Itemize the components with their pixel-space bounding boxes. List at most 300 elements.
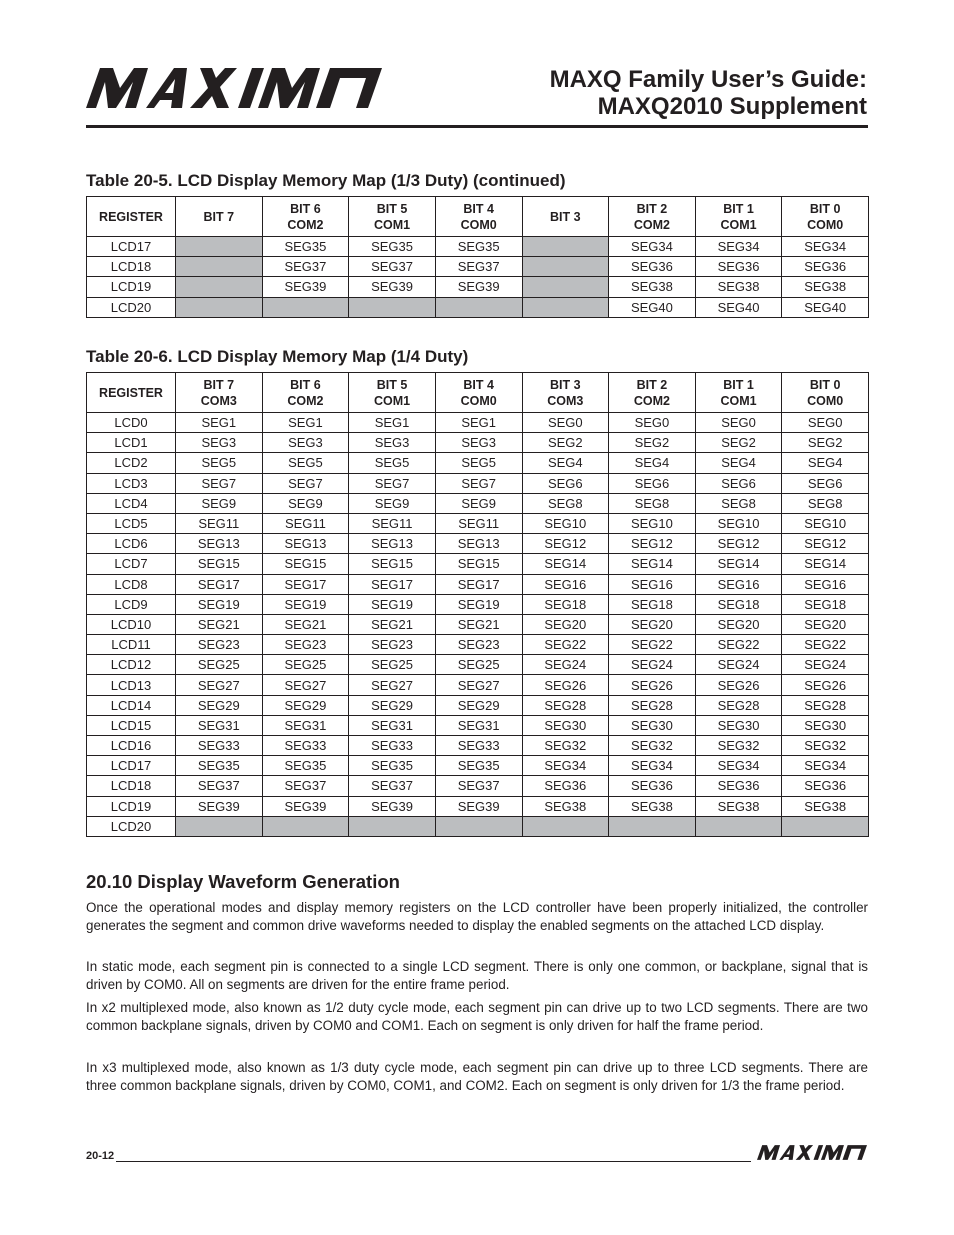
register-cell: LCD4 (87, 493, 176, 513)
table-row (87, 655, 869, 675)
table-row (87, 554, 869, 574)
register-cell: LCD16 (87, 736, 176, 756)
segment-cell: SEG35 (435, 237, 522, 257)
table2-memory-map-1-4-duty (86, 372, 869, 837)
table1-header-col-1 (176, 197, 263, 237)
segment-cell (176, 297, 263, 317)
register-cell: LCD8 (87, 574, 176, 594)
segment-cell: SEG21 (435, 614, 522, 634)
segment-cell: SEG37 (435, 257, 522, 277)
header-line1: BIT 7 (203, 209, 235, 224)
segment-cell (609, 816, 696, 836)
segment-cell: SEG6 (695, 473, 782, 493)
table2-header-col-7 (695, 373, 782, 413)
table2-header-col-1 (176, 373, 263, 413)
register-cell: LCD18 (87, 776, 176, 796)
segment-cell: SEG21 (176, 614, 263, 634)
segment-cell: SEG35 (176, 756, 263, 776)
segment-cell: SEG36 (695, 257, 782, 277)
segment-cell: SEG38 (522, 796, 609, 816)
table1-header-register (87, 197, 176, 237)
segment-cell: SEG23 (435, 635, 522, 655)
segment-cell: SEG2 (609, 433, 696, 453)
segment-cell: SEG32 (522, 736, 609, 756)
register-cell: LCD20 (87, 297, 176, 317)
segment-cell: SEG1 (262, 413, 349, 433)
header-line2: COM0 (807, 217, 844, 232)
segment-cell: SEG39 (435, 277, 522, 297)
segment-cell: SEG31 (262, 715, 349, 735)
segment-cell: SEG15 (262, 554, 349, 574)
segment-cell: SEG14 (782, 554, 869, 574)
segment-cell (176, 816, 263, 836)
paragraph-2: In static mode, each segment pin is connected to a single LCD segment. There is only one common, or backplane, signal that is driven by COM0. All on segments are driven for the entire frame period. (86, 959, 868, 992)
document-title-line1: MAXQ Family User’s Guide: (549, 66, 867, 93)
segment-cell: SEG32 (782, 736, 869, 756)
segment-cell: SEG1 (349, 413, 436, 433)
segment-cell: SEG12 (522, 534, 609, 554)
segment-cell: SEG31 (435, 715, 522, 735)
segment-cell: SEG29 (349, 695, 436, 715)
table2-header-col-5 (522, 373, 609, 413)
segment-cell: SEG3 (349, 433, 436, 453)
segment-cell: SEG25 (176, 655, 263, 675)
segment-cell: SEG11 (435, 513, 522, 533)
header-line1: BIT 0 (809, 377, 841, 392)
segment-cell: SEG25 (262, 655, 349, 675)
document-title (550, 66, 867, 120)
register-cell: LCD7 (87, 554, 176, 574)
table1-title: Table 20-5. LCD Display Memory Map (1/3 Duty) (continued) (86, 171, 566, 190)
segment-cell: SEG36 (782, 776, 869, 796)
register-cell: LCD0 (87, 413, 176, 433)
table1-header-col-4 (435, 197, 522, 237)
header-line2: COM1 (720, 393, 757, 408)
segment-cell: SEG29 (262, 695, 349, 715)
segment-cell: SEG20 (522, 614, 609, 634)
register-cell: LCD17 (87, 237, 176, 257)
segment-cell: SEG33 (176, 736, 263, 756)
table-row (87, 594, 869, 614)
table1-header-col-6 (609, 197, 696, 237)
header-line1: BIT 2 (636, 201, 668, 216)
segment-cell (176, 257, 263, 277)
segment-cell: SEG39 (349, 796, 436, 816)
segment-cell: SEG9 (435, 493, 522, 513)
segment-cell (435, 816, 522, 836)
header-line2: COM2 (633, 217, 670, 232)
segment-cell: SEG28 (782, 695, 869, 715)
register-cell: LCD5 (87, 513, 176, 533)
segment-cell (695, 816, 782, 836)
segment-cell (782, 816, 869, 836)
segment-cell: SEG24 (695, 655, 782, 675)
segment-cell: SEG19 (176, 594, 263, 614)
segment-cell: SEG10 (522, 513, 609, 533)
table2-header-register (87, 373, 176, 413)
header-line2: COM0 (460, 217, 497, 232)
segment-cell: SEG29 (176, 695, 263, 715)
table1-memory-map-1-3-duty (86, 196, 869, 318)
header-line1: BIT 3 (550, 209, 581, 224)
table-row (87, 715, 869, 735)
segment-cell: SEG23 (262, 635, 349, 655)
segment-cell: SEG36 (522, 776, 609, 796)
register-cell: LCD19 (87, 796, 176, 816)
segment-cell: SEG9 (349, 493, 436, 513)
segment-cell: SEG15 (176, 554, 263, 574)
table-row (87, 736, 869, 756)
segment-cell: SEG26 (695, 675, 782, 695)
segment-cell: SEG21 (262, 614, 349, 634)
segment-cell: SEG35 (349, 756, 436, 776)
segment-cell: SEG40 (609, 297, 696, 317)
header-line1: BIT 3 (550, 377, 581, 392)
segment-cell (262, 816, 349, 836)
table2-header-col-6 (609, 373, 696, 413)
segment-cell: SEG12 (695, 534, 782, 554)
segment-cell (522, 816, 609, 836)
segment-cell: SEG27 (176, 675, 263, 695)
header-line1: BIT 7 (203, 377, 235, 392)
segment-cell: SEG37 (262, 257, 349, 277)
paragraph-3: In x2 multiplexed mode, also known as 1/2 duty cycle mode, each segment pin can drive up to two LCD segments. There are two common backplane signals, driven by COM0 and COM1. Each on segment is only driven for half the frame period. (86, 1000, 868, 1033)
segment-cell: SEG38 (695, 277, 782, 297)
register-cell: LCD19 (87, 277, 176, 297)
paragraph-4: In x3 multiplexed mode, also known as 1/3 duty cycle mode, each segment pin can drive up to three LCD segments. There are three common backplane signals, driven by COM0, COM1, and COM2. Each on segment is only driven for 1/3 the frame period. (86, 1060, 868, 1093)
segment-cell: SEG15 (349, 554, 436, 574)
header-line2: COM3 (547, 393, 584, 408)
register-cell: LCD20 (87, 816, 176, 836)
header-line1: BIT 4 (463, 377, 494, 392)
register-cell: LCD11 (87, 635, 176, 655)
header-line1: BIT 0 (809, 201, 841, 216)
header-line1: REGISTER (99, 385, 163, 400)
table-row (87, 675, 869, 695)
segment-cell: SEG9 (262, 493, 349, 513)
segment-cell: SEG22 (695, 635, 782, 655)
segment-cell: SEG0 (522, 413, 609, 433)
header-line1: BIT 6 (290, 377, 321, 392)
segment-cell: SEG2 (782, 433, 869, 453)
table-row (87, 776, 869, 796)
segment-cell: SEG34 (609, 237, 696, 257)
segment-cell: SEG32 (609, 736, 696, 756)
segment-cell: SEG23 (349, 635, 436, 655)
segment-cell: SEG34 (695, 756, 782, 776)
table2-title: Table 20-6. LCD Display Memory Map (1/4 Duty) (86, 347, 469, 366)
header-line2: COM1 (720, 217, 757, 232)
segment-cell: SEG10 (695, 513, 782, 533)
segment-cell: SEG27 (262, 675, 349, 695)
register-cell: LCD14 (87, 695, 176, 715)
segment-cell: SEG10 (609, 513, 696, 533)
segment-cell (176, 277, 263, 297)
segment-cell: SEG19 (349, 594, 436, 614)
register-cell: LCD15 (87, 715, 176, 735)
table-row (87, 574, 869, 594)
segment-cell: SEG35 (262, 756, 349, 776)
segment-cell: SEG27 (349, 675, 436, 695)
table-row (87, 513, 869, 533)
header-line1: REGISTER (99, 209, 163, 224)
segment-cell: SEG2 (695, 433, 782, 453)
segment-cell: SEG8 (695, 493, 782, 513)
segment-cell: SEG1 (176, 413, 263, 433)
table1-header-col-8 (782, 197, 869, 237)
segment-cell: SEG30 (695, 715, 782, 735)
segment-cell: SEG28 (522, 695, 609, 715)
table-row (87, 534, 869, 554)
segment-cell: SEG28 (695, 695, 782, 715)
segment-cell: SEG5 (435, 453, 522, 473)
segment-cell: SEG18 (522, 594, 609, 614)
header-line2: COM2 (633, 393, 670, 408)
segment-cell: SEG11 (176, 513, 263, 533)
table2-header-col-8 (782, 373, 869, 413)
table-row (87, 816, 869, 836)
register-cell: LCD13 (87, 675, 176, 695)
segment-cell (522, 297, 609, 317)
table2-header-col-4 (435, 373, 522, 413)
segment-cell: SEG4 (782, 453, 869, 473)
segment-cell: SEG30 (522, 715, 609, 735)
segment-cell: SEG19 (262, 594, 349, 614)
segment-cell: SEG37 (176, 776, 263, 796)
segment-cell: SEG38 (782, 796, 869, 816)
header-line1: BIT 6 (290, 201, 321, 216)
header-line2: COM1 (374, 393, 411, 408)
table-row (87, 257, 869, 277)
segment-cell: SEG3 (262, 433, 349, 453)
segment-cell: SEG33 (262, 736, 349, 756)
paragraph-1: Once the operational modes and display memory registers on the LCD controller have been properly initialized, the controller generates the segment and common drive waveforms needed to display the enabled segments on the attached LCD display. (86, 900, 868, 933)
segment-cell: SEG22 (522, 635, 609, 655)
segment-cell: SEG34 (782, 756, 869, 776)
segment-cell: SEG21 (349, 614, 436, 634)
segment-cell: SEG5 (262, 453, 349, 473)
segment-cell: SEG26 (522, 675, 609, 695)
segment-cell: SEG8 (782, 493, 869, 513)
segment-cell: SEG14 (695, 554, 782, 574)
segment-cell: SEG14 (522, 554, 609, 574)
table-row (87, 277, 869, 297)
segment-cell: SEG31 (176, 715, 263, 735)
segment-cell: SEG34 (522, 756, 609, 776)
segment-cell: SEG12 (782, 534, 869, 554)
segment-cell: SEG13 (176, 534, 263, 554)
segment-cell (522, 277, 609, 297)
segment-cell: SEG36 (782, 257, 869, 277)
table-row (87, 473, 869, 493)
segment-cell: SEG18 (609, 594, 696, 614)
segment-cell: SEG39 (435, 796, 522, 816)
segment-cell: SEG13 (435, 534, 522, 554)
register-cell: LCD17 (87, 756, 176, 776)
table-row (87, 796, 869, 816)
segment-cell: SEG8 (609, 493, 696, 513)
segment-cell: SEG13 (349, 534, 436, 554)
segment-cell: SEG4 (609, 453, 696, 473)
segment-cell: SEG26 (782, 675, 869, 695)
segment-cell: SEG39 (262, 277, 349, 297)
segment-cell: SEG25 (349, 655, 436, 675)
header-line1: BIT 5 (376, 201, 408, 216)
segment-cell: SEG14 (609, 554, 696, 574)
segment-cell: SEG19 (435, 594, 522, 614)
header-line2: COM2 (287, 393, 324, 408)
segment-cell: SEG9 (176, 493, 263, 513)
segment-cell: SEG11 (349, 513, 436, 533)
segment-cell: SEG20 (782, 614, 869, 634)
segment-cell: SEG38 (695, 796, 782, 816)
segment-cell: SEG33 (435, 736, 522, 756)
segment-cell: SEG18 (782, 594, 869, 614)
header-line1: BIT 4 (463, 201, 494, 216)
segment-cell: SEG8 (522, 493, 609, 513)
segment-cell: SEG36 (609, 257, 696, 277)
maxim-logo-footer (757, 1145, 867, 1160)
segment-cell: SEG15 (435, 554, 522, 574)
segment-cell (262, 297, 349, 317)
header-line2: COM3 (200, 393, 237, 408)
register-cell: LCD1 (87, 433, 176, 453)
segment-cell: SEG18 (695, 594, 782, 614)
segment-cell: SEG20 (695, 614, 782, 634)
segment-cell: SEG16 (695, 574, 782, 594)
segment-cell: SEG16 (522, 574, 609, 594)
table2-header-col-3 (349, 373, 436, 413)
segment-cell: SEG35 (262, 237, 349, 257)
header-line1: BIT 1 (723, 201, 754, 216)
segment-cell (522, 257, 609, 277)
segment-cell: SEG5 (176, 453, 263, 473)
segment-cell: SEG17 (435, 574, 522, 594)
header-line2: COM1 (374, 217, 411, 232)
segment-cell: SEG37 (262, 776, 349, 796)
segment-cell: SEG24 (782, 655, 869, 675)
segment-cell: SEG38 (609, 796, 696, 816)
segment-cell: SEG29 (435, 695, 522, 715)
segment-cell (349, 297, 436, 317)
segment-cell (435, 297, 522, 317)
register-cell: LCD10 (87, 614, 176, 634)
segment-cell: SEG35 (349, 237, 436, 257)
page-number: 20-12 (86, 1150, 115, 1162)
segment-cell: SEG34 (609, 756, 696, 776)
table-row (87, 413, 869, 433)
segment-cell: SEG17 (262, 574, 349, 594)
header-line2: COM0 (460, 393, 497, 408)
segment-cell: SEG7 (435, 473, 522, 493)
table-row (87, 635, 869, 655)
segment-cell: SEG6 (609, 473, 696, 493)
header-line2: COM0 (807, 393, 844, 408)
header-line2: COM2 (287, 217, 324, 232)
header-line1: BIT 2 (636, 377, 668, 392)
segment-cell: SEG12 (609, 534, 696, 554)
segment-cell: SEG7 (262, 473, 349, 493)
segment-cell (349, 816, 436, 836)
segment-cell: SEG40 (782, 297, 869, 317)
segment-cell: SEG39 (176, 796, 263, 816)
segment-cell: SEG22 (609, 635, 696, 655)
table1-header-col-2 (262, 197, 349, 237)
segment-cell: SEG34 (782, 237, 869, 257)
segment-cell: SEG16 (609, 574, 696, 594)
segment-cell: SEG4 (522, 453, 609, 473)
table-row (87, 756, 869, 776)
segment-cell: SEG25 (435, 655, 522, 675)
table-row (87, 695, 869, 715)
table-row (87, 493, 869, 513)
segment-cell: SEG31 (349, 715, 436, 735)
header-line1: BIT 5 (376, 377, 408, 392)
table1-header-col-3 (349, 197, 436, 237)
segment-cell: SEG10 (782, 513, 869, 533)
segment-cell: SEG36 (695, 776, 782, 796)
segment-cell: SEG0 (782, 413, 869, 433)
register-cell: LCD9 (87, 594, 176, 614)
segment-cell: SEG24 (609, 655, 696, 675)
segment-cell: SEG33 (349, 736, 436, 756)
segment-cell: SEG7 (349, 473, 436, 493)
segment-cell: SEG24 (522, 655, 609, 675)
register-cell: LCD2 (87, 453, 176, 473)
table-row (87, 297, 869, 317)
maxim-logo (86, 68, 382, 108)
segment-cell: SEG37 (349, 257, 436, 277)
segment-cell: SEG16 (782, 574, 869, 594)
segment-cell: SEG27 (435, 675, 522, 695)
segment-cell: SEG3 (435, 433, 522, 453)
segment-cell: SEG38 (609, 277, 696, 297)
header-rule (86, 125, 868, 128)
segment-cell: SEG4 (695, 453, 782, 473)
segment-cell: SEG1 (435, 413, 522, 433)
segment-cell: SEG30 (782, 715, 869, 735)
segment-cell: SEG35 (435, 756, 522, 776)
footer-rule (116, 1161, 751, 1162)
segment-cell: SEG22 (782, 635, 869, 655)
segment-cell: SEG32 (695, 736, 782, 756)
register-cell: LCD12 (87, 655, 176, 675)
segment-cell: SEG7 (176, 473, 263, 493)
table2-header-col-2 (262, 373, 349, 413)
segment-cell (522, 237, 609, 257)
segment-cell: SEG39 (349, 277, 436, 297)
segment-cell: SEG17 (349, 574, 436, 594)
segment-cell: SEG26 (609, 675, 696, 695)
segment-cell: SEG34 (695, 237, 782, 257)
table-row (87, 433, 869, 453)
segment-cell: SEG6 (522, 473, 609, 493)
register-cell: LCD3 (87, 473, 176, 493)
segment-cell: SEG3 (176, 433, 263, 453)
segment-cell: SEG30 (609, 715, 696, 735)
table1-header-col-7 (695, 197, 782, 237)
segment-cell: SEG37 (435, 776, 522, 796)
segment-cell (176, 237, 263, 257)
segment-cell: SEG36 (609, 776, 696, 796)
segment-cell: SEG23 (176, 635, 263, 655)
table-row (87, 453, 869, 473)
table-row (87, 614, 869, 634)
segment-cell: SEG13 (262, 534, 349, 554)
document-title-line2: MAXQ2010 Supplement (597, 93, 867, 120)
segment-cell: SEG40 (695, 297, 782, 317)
segment-cell: SEG6 (782, 473, 869, 493)
